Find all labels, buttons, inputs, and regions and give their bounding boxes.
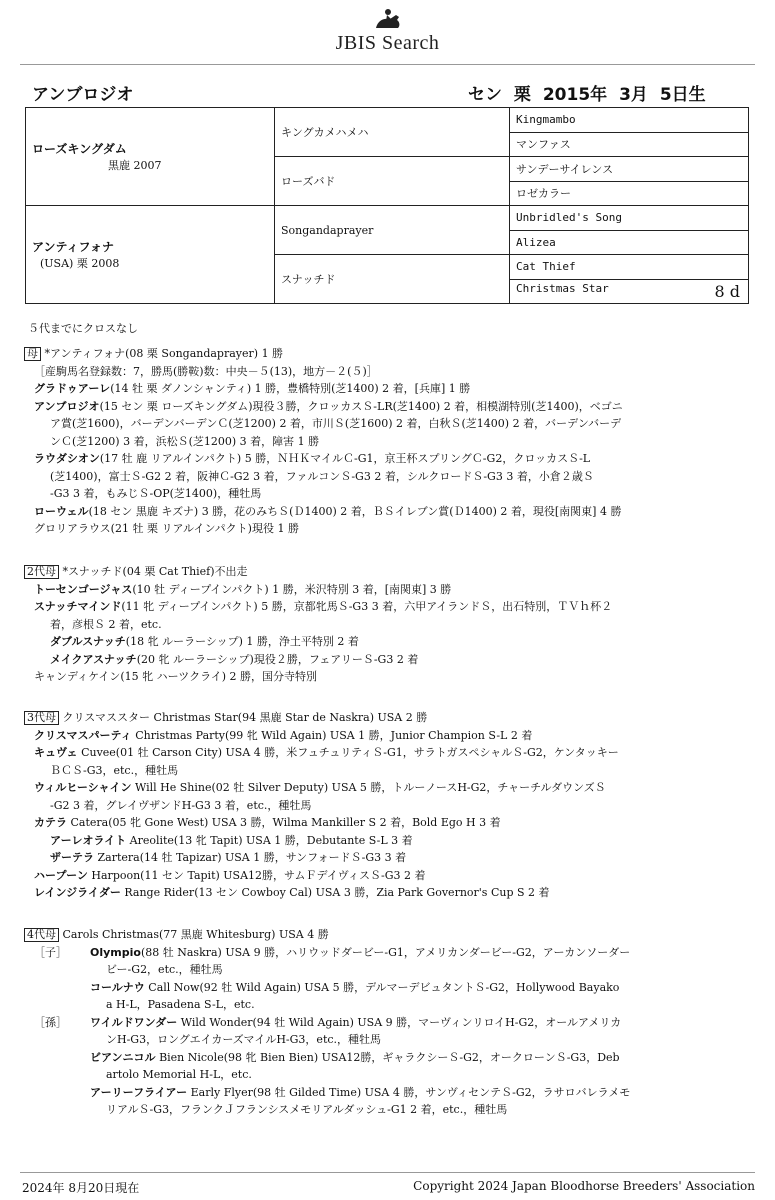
family-line: (15 セン 栗 ローズキングダム)現役３勝，クロッカスＳ-LR(芝1400) 2 着，相模湖特別(芝1400)，ベゴニ [99,399,623,413]
g3dam-label: 3代母 [24,711,59,725]
horse-link[interactable]: クリスマスパーティ [34,728,132,742]
copyright: Copyright 2024 Japan Bloodhorse Breeders' Association [413,1179,755,1193]
sire-cell[interactable] [26,108,275,206]
g4dam-section [24,926,734,1119]
family-line: Cuvee(01 牡 Carson City) USA 4 勝，米フュチュリティＳ-G1，サラトガスペシャルＳ-G2，ケンタッキー [81,746,619,759]
pedigree-g3-3[interactable]: サンデーサイレンス [510,157,749,182]
dam-name: アンティフォナ [32,240,114,254]
family-line: Bien Nicole(98 牝 Bien Bien) USA12勝，ギャラクシーＳ-G2，オークローンＳ-G3，Deb [159,1050,620,1064]
pedigree-g3-2[interactable]: マンファス [510,132,749,157]
family-line: グロリアラウス(21 牡 栗 リアルインパクト)現役 1 勝 [34,522,299,535]
family-line: ア賞(芝1600)，バーデンバーデンＣ(芝1200) 2 着，市川Ｓ(芝1600) 2 着，白秋Ｓ(芝1400) 2 着，バーデンバーデ [50,417,622,430]
horse-link[interactable]: ザーテラ [50,851,94,864]
family-line: Zartera(14 牡 Tapizar) USA 1 勝，サンフォードＳ-G3 3 着 [97,851,407,864]
pedigree-g2-1[interactable]: キングカメハメハ [275,108,510,157]
logo-text: JBIS Search [335,32,440,54]
horse-link[interactable]: カテラ [34,816,67,829]
pedigree-g3-8-name: Christmas Star [516,281,609,295]
pedigree-table [25,107,749,304]
family-line: Catera(05 牝 Gone West) USA 3 勝，Wilma Mankiller S 2 着，Bold Ego H 3 着 [70,816,501,829]
horse-title [32,80,732,104]
horse-link[interactable]: ウィルヒーシャイン [34,781,132,794]
family-line: (20 牝 ルーラーシップ)現役２勝，フェアリーＳ-G3 2 着 [136,652,419,666]
jbis-logo[interactable] [0,6,775,55]
sire-name: ローズキングダム [32,142,127,156]
horse-link[interactable]: キュヴェ [34,746,78,759]
family-line: キャンディケイン(15 牝 ハーツクライ) 2 勝，国分寺特別 [34,670,318,683]
as-of-date: 2024年 8月20日現在 [22,1181,140,1195]
horse-link[interactable]: ビアンニコル [90,1050,156,1064]
horse-link[interactable]: コールナウ [90,980,145,994]
family-line: (10 牡 ディープインパクト) 1 勝，米沢特別 3 着，[南関東] 3 勝 [132,582,452,596]
horse-link[interactable]: アーレオライト [50,833,127,847]
horse-link[interactable]: グラドゥアーレ [34,382,111,395]
horse-name: アンブロジオ [32,85,134,105]
family-line: リアルＳ-G3，フランクＪフランシスメモリアルダッシュ-G1 2 着，etc.，種牡馬 [106,1103,508,1116]
dam-cell[interactable] [26,206,275,304]
horse-link[interactable]: ワイルドワンダー [90,1015,178,1029]
children-label: ［子］ [34,945,67,959]
dam-label: 母 [24,347,41,361]
pedigree-g3-1[interactable]: Kingmambo [510,108,749,133]
g3dam-section [24,709,734,902]
family-line: (18 牝 ルーラーシップ) 1 勝，浄土平特別 2 着 [125,635,359,648]
dosage-label: 8 d [714,281,740,301]
dam-detail: (USA) 栗 2008 [40,257,120,270]
family-line: Will He Shine(02 牡 Silver Deputy) USA 5 勝，トルーノースH-G2，チャーチルダウンズＳ [134,781,606,794]
family-line: ンH-G3，ロングエイカーズマイルH-G3，etc.，種牡馬 [106,1033,382,1046]
horse-link[interactable]: ダブルスナッチ [50,635,126,648]
family-line: 着，彦根Ｓ 2 着，etc. [50,617,162,631]
horse-link[interactable]: ローウェル [34,504,89,518]
horse-link[interactable]: アンブロジオ [34,399,100,413]
family-line: (18 セン 黒鹿 キズナ) 3 勝，花のみちＳ(Ｄ1400) 2 着，ＢＳイレブン賞(Ｄ1400) 2 着，現役[南関東] 4 勝 [88,504,622,518]
pedigree-g3-8[interactable] [510,279,749,304]
family-line: ＢＣＳ-G3，etc.，種牡馬 [50,763,179,777]
family-line: クリスマススター Christmas Star(94 黒鹿 Star de Naskra) USA 2 勝 [62,711,428,724]
horse-link[interactable]: トーセンゴージャス [34,582,133,596]
grandchildren-label: ［孫］ [34,1015,67,1029]
family-line: ［産駒馬名登録数：7，勝馬(勝鞍)数：中央－５(13)，地方－２(５)］ [34,364,378,378]
horse-link[interactable]: レインジライダー [34,886,121,899]
family-line: -G3 3 着，もみじＳ-OP(芝1400)，種牡馬 [50,487,262,500]
horse-attrs: セン 栗 2015年 3月 5日生 [468,85,706,105]
family-line: artolo Memorial H-L，etc. [106,1068,252,1081]
family-line: Areolite(13 牝 Tapit) USA 1 勝，Debutante S-L 3 着 [129,833,413,847]
bottom-divider [20,1172,755,1173]
horse-link[interactable]: メイクアスナッチ [50,652,137,666]
pedigree-g3-6[interactable]: Alizea [510,230,749,255]
horse-rider-icon [366,6,410,34]
family-line: ビー-G2，etc.，種牡馬 [106,963,223,976]
horse-link[interactable]: Olympio [90,945,141,959]
g4dam-label: 4代母 [24,928,59,942]
family-line: (88 牡 Naskra) USA 9 勝，ハリウッドダービー-G1，アメリカンダービー-G2，アーカンソーダー [140,945,631,959]
family-line: (11 牝 ディープインパクト) 5 勝，京都牝馬Ｓ-G3 3 着，六甲アイランドＳ，出石特別，ＴＶｈ杯２ [121,600,613,613]
g2dam-label: 2代母 [24,565,59,579]
pedigree-g3-5[interactable]: Unbridled's Song [510,206,749,231]
family-line: ンＣ(芝1200) 3 着，浜松Ｓ(芝1200) 3 着，障害 1 勝 [50,434,320,448]
pedigree-g3-7[interactable]: Cat Thief [510,255,749,280]
family-line: Wild Wonder(94 牡 Wild Again) USA 9 勝，マーヴィンリロイH-G2，オールアメリカ [180,1015,622,1029]
family-line: -G2 3 着，グレイヴザンドH-G3 3 着，etc.，種牡馬 [50,798,312,812]
pedigree-g2-4[interactable]: スナッチド [275,255,510,304]
sire-detail: 黒鹿 2007 [108,159,162,172]
family-line: Carols Christmas(77 黒鹿 Whitesburg) USA 4 勝 [62,928,329,941]
top-divider [20,64,755,65]
horse-link[interactable]: アーリーフライアー [90,1085,188,1099]
pedigree-g3-4[interactable]: ロゼカラー [510,181,749,206]
family-line: *スナッチド(04 栗 Cat Thief)不出走 [62,565,248,578]
family-line: Christmas Party(99 牝 Wild Again) USA 1 勝，Junior Champion S-L 2 着 [135,728,533,742]
family-line: Early Flyer(98 牡 Gilded Time) USA 4 勝，サンヴィセンテＳ-G2，ラサロバレラメモ [190,1085,631,1099]
family-line: *アンティフォナ(08 栗 Songandaprayer) 1 勝 [44,347,284,360]
g2dam-section [24,563,734,686]
family-line: (17 牡 鹿 リアルインパクト) 5 勝，ＮＨＫマイルＣ-G1，京王杯スプリングＣ-G2，クロッカスＳ-L [99,452,591,465]
family-line: (14 牡 栗 ダノンシャンティ) 1 勝，豊橋特別(芝1400) 2 着，[兵庫] 1 勝 [110,382,471,395]
cross-note: ５代までにクロスなし [28,322,138,335]
family-line: Call Now(92 牡 Wild Again) USA 5 勝，デルマーデビュタントＳ-G2，Hollywood Bayako [148,980,620,994]
family-line: a H-L，Pasadena S-L，etc. [106,998,255,1011]
family-line: (芝1400)，富士Ｓ-G2 2 着，阪神Ｃ-G2 3 着，ファルコンＳ-G3 2 着，シルクロードＳ-G3 3 着，小倉２歳Ｓ [50,469,594,483]
horse-link[interactable]: ラウダシオン [34,452,100,465]
horse-link[interactable]: ハープーン [34,868,88,882]
family-line: Harpoon(11 セン Tapit) USA12勝，サムＦデイヴィスＳ-G3 2 着 [91,868,426,882]
family-line: Range Rider(13 セン Cowboy Cal) USA 3 勝，Zia Park Governor's Cup S 2 着 [124,886,550,899]
horse-link[interactable]: スナッチマインド [34,600,122,613]
pedigree-g2-3[interactable]: Songandaprayer [275,206,510,255]
pedigree-g2-2[interactable]: ローズバド [275,157,510,206]
dam-section [24,345,734,538]
